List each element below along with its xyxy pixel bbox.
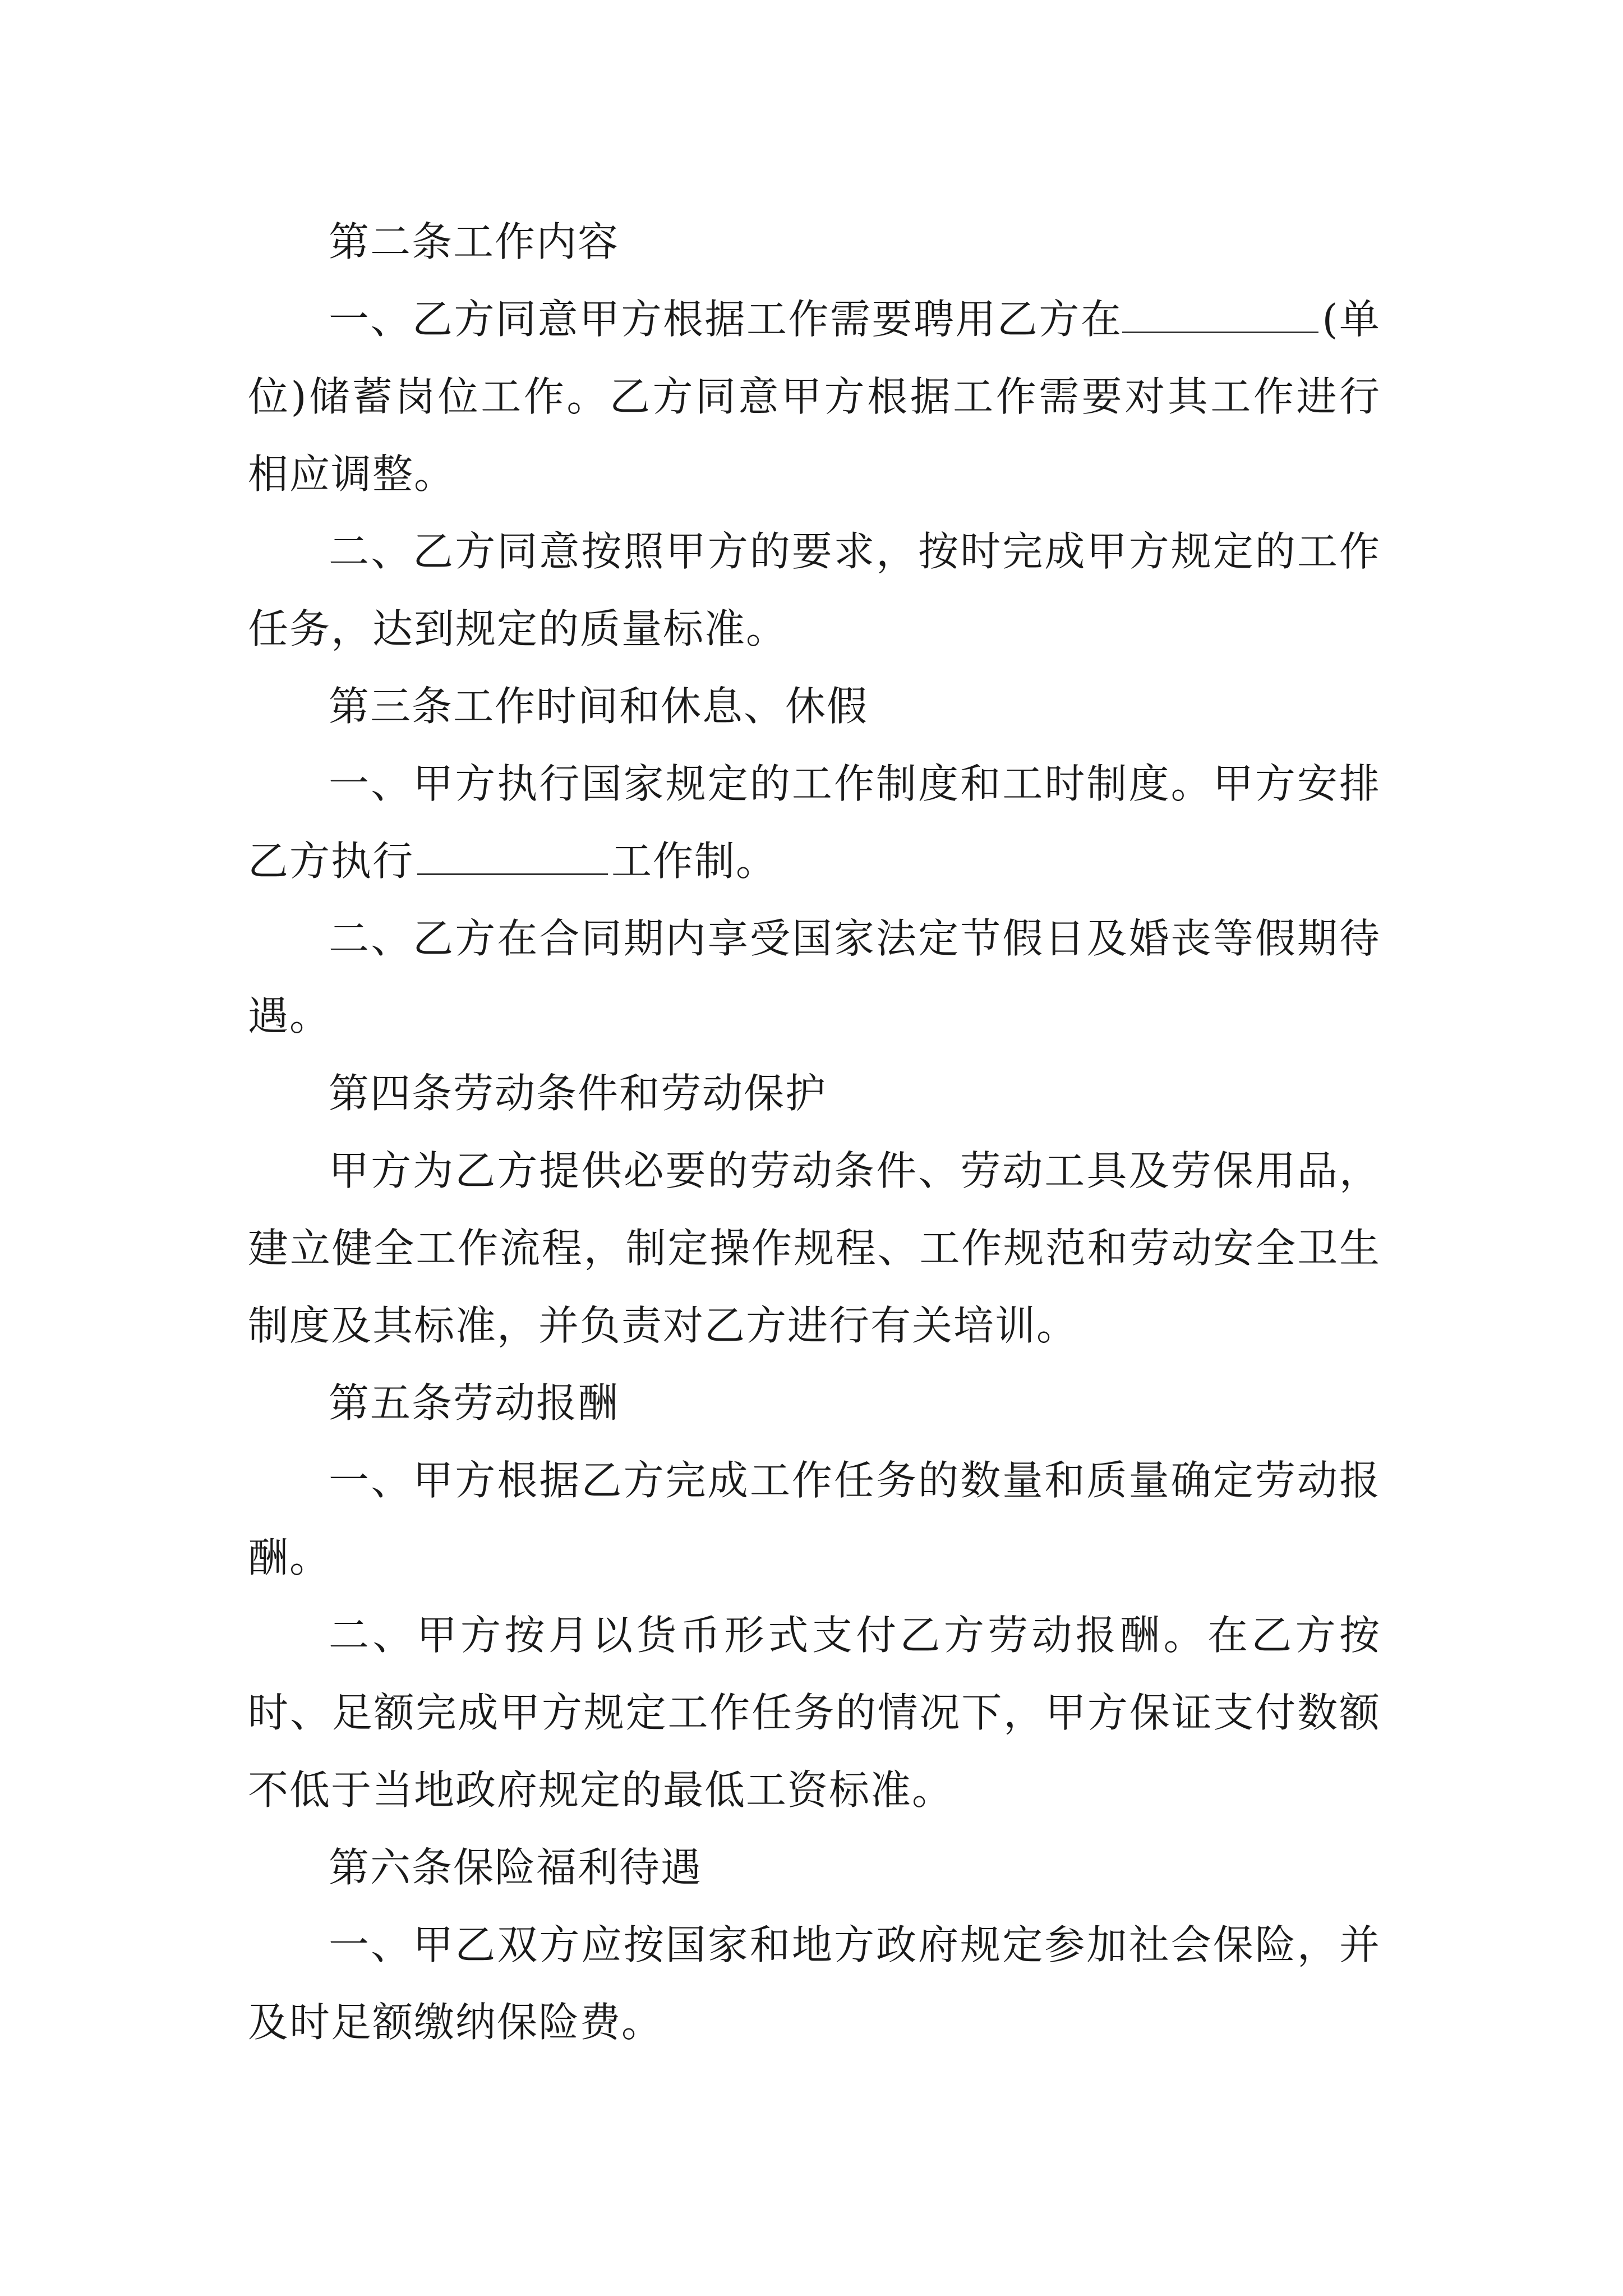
article-3-title: 第三条工作时间和休息、休假: [329, 683, 869, 730]
article-5-item-1: 一、甲方根据乙方完成工作任务的数量和质量确定劳动报酬。: [248, 1457, 1381, 1581]
document-body: [248, 203, 1381, 2061]
article-2-title: 第二条工作内容: [329, 218, 620, 265]
article-3-item-2: 二、乙方在合同期内享受国家法定节假日及婚丧等假期待遇。: [248, 915, 1381, 1039]
article-3-item-1-text-b: 工作制。: [611, 838, 778, 885]
article-4-body: 甲方为乙方提供必要的劳动条件、劳动工具及劳保用品，建立健全工作流程，制定操作规程、工作规范和劳动安全卫生制度及其标准，并负责对乙方进行有关培训。: [248, 1147, 1381, 1349]
article-4-title: 第四条劳动条件和劳动保护: [329, 1070, 827, 1117]
article-2-item-1-text-a: 一、乙方同意甲方根据工作需要聘用乙方在: [329, 296, 1123, 343]
article-5-item-2: 二、甲方按月以货币形式支付乙方劳动报酬。在乙方按时、足额完成甲方规定工作任务的情况下，甲方保证支付数额不低于当地政府规定的最低工资标准。: [248, 1612, 1381, 1814]
article-6-title: 第六条保险福利待遇: [329, 1844, 703, 1891]
unit-blank-line: [1122, 298, 1318, 333]
article-2-item-1-text-b: (单位)储蓄岗位工作。乙方同意甲方根据工作需要对其工作进行相应调整。: [248, 296, 1381, 498]
article-6-item-1: 一、甲乙双方应按国家和地方政府规定参加社会保险，并及时足额缴纳保险费。: [248, 1921, 1381, 2046]
article-5-title: 第五条劳动报酬: [329, 1379, 620, 1427]
article-3-item-1: [248, 745, 1381, 900]
article-2-item-2: 二、乙方同意按照甲方的要求，按时完成甲方规定的工作任务，达到规定的质量标准。: [248, 528, 1381, 652]
article-2-item-1: [248, 280, 1381, 513]
article-3-item-1-text-a: 一、甲方执行国家规定的工作制度和工时制度。甲方安排乙方执行: [248, 760, 1381, 885]
work-system-blank-line: [417, 840, 608, 875]
